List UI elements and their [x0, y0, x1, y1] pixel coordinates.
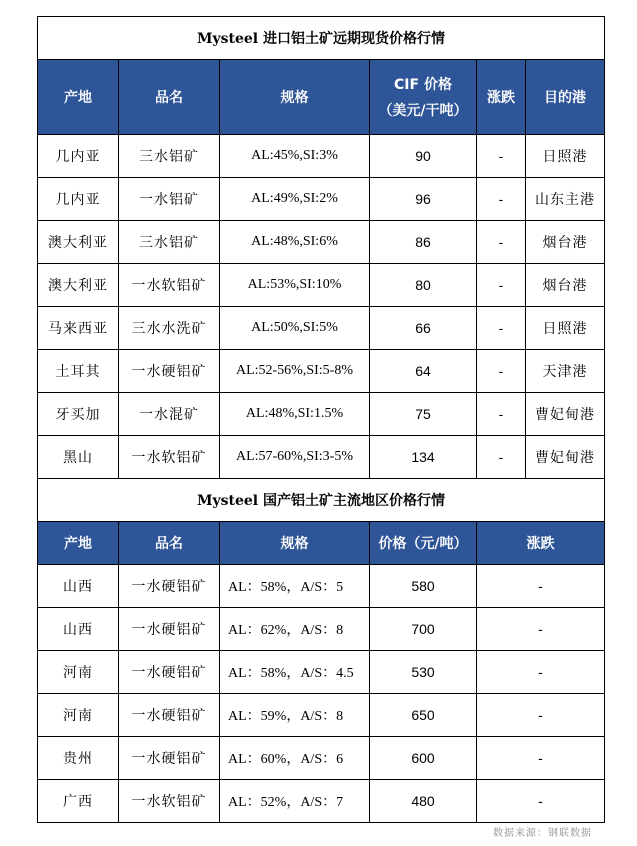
cell-port: 曹妃甸港 [526, 393, 605, 436]
cell-price: 480 [370, 780, 477, 823]
cell-change: - [477, 780, 605, 823]
header-price [370, 60, 477, 135]
header-origin: 产地 [38, 60, 119, 135]
cell-origin: 山西 [38, 608, 119, 651]
cell-origin: 贵州 [38, 737, 119, 780]
cell-spec: AL:45%,SI:3% [220, 135, 370, 178]
cell-price: 90 [370, 135, 477, 178]
cell-origin: 澳大利亚 [38, 264, 119, 307]
cell-change: - [477, 307, 526, 350]
data-source-note: 数据来源：钢联数据 [493, 828, 592, 839]
cell-price: 80 [370, 264, 477, 307]
cell-origin: 牙买加 [38, 393, 119, 436]
header-price-line1: CIF 价格 [394, 77, 452, 93]
table-row [38, 221, 605, 264]
cell-product: 三水铝矿 [119, 135, 220, 178]
table-title: Mysteel 国产铝土矿主流地区价格行情 [38, 479, 605, 522]
cell-port: 曹妃甸港 [526, 436, 605, 479]
cell-product: 一水软铝矿 [119, 264, 220, 307]
cell-spec: AL:49%,SI:2% [220, 178, 370, 221]
cell-spec: AL：59%，A/S：8 [220, 694, 370, 737]
cell-spec: AL:50%,SI:5% [220, 307, 370, 350]
header-spec: 规格 [220, 522, 370, 565]
cell-change: - [477, 178, 526, 221]
cell-spec: AL：58%，A/S：4.5 [220, 651, 370, 694]
cell-spec: AL:48%,SI:1.5% [220, 393, 370, 436]
cell-product: 一水软铝矿 [119, 780, 220, 823]
cell-origin: 黑山 [38, 436, 119, 479]
cell-price: 650 [370, 694, 477, 737]
cell-spec: AL：60%，A/S：6 [220, 737, 370, 780]
cell-product: 一水硬铝矿 [119, 651, 220, 694]
table-row [38, 178, 605, 221]
cell-price: 64 [370, 350, 477, 393]
cell-price: 580 [370, 565, 477, 608]
cell-product: 三水水洗矿 [119, 307, 220, 350]
cell-port: 天津港 [526, 350, 605, 393]
table-row [38, 436, 605, 479]
import-bauxite-table [37, 16, 605, 479]
cell-product: 一水硬铝矿 [119, 350, 220, 393]
cell-change: - [477, 737, 605, 780]
cell-price: 96 [370, 178, 477, 221]
header-spec: 规格 [220, 60, 370, 135]
cell-change: - [477, 651, 605, 694]
cell-spec: AL：52%，A/S：7 [220, 780, 370, 823]
table-row [38, 737, 605, 780]
table-row [38, 135, 605, 178]
cell-origin: 土耳其 [38, 350, 119, 393]
cell-product: 一水混矿 [119, 393, 220, 436]
cell-price: 700 [370, 608, 477, 651]
header-port: 目的港 [526, 60, 605, 135]
cell-spec: AL:53%,SI:10% [220, 264, 370, 307]
cell-change: - [477, 608, 605, 651]
table-row [38, 393, 605, 436]
cell-price: 600 [370, 737, 477, 780]
table-row [38, 565, 605, 608]
cell-origin: 澳大利亚 [38, 221, 119, 264]
cell-change: - [477, 221, 526, 264]
header-price: 价格（元/吨） [370, 522, 477, 565]
cell-port: 烟台港 [526, 264, 605, 307]
table-row [38, 350, 605, 393]
cell-origin: 几内亚 [38, 178, 119, 221]
cell-spec: AL：62%，A/S：8 [220, 608, 370, 651]
cell-price: 530 [370, 651, 477, 694]
header-product: 品名 [119, 60, 220, 135]
header-change: 涨跌 [477, 60, 526, 135]
table-row [38, 651, 605, 694]
cell-price: 86 [370, 221, 477, 264]
cell-price: 66 [370, 307, 477, 350]
cell-spec: AL:57-60%,SI:3-5% [220, 436, 370, 479]
cell-change: - [477, 264, 526, 307]
table-row [38, 780, 605, 823]
cell-product: 一水硬铝矿 [119, 565, 220, 608]
header-row [38, 60, 605, 135]
cell-port: 山东主港 [526, 178, 605, 221]
cell-port: 日照港 [526, 135, 605, 178]
table-row [38, 694, 605, 737]
cell-price: 134 [370, 436, 477, 479]
header-change: 涨跌 [477, 522, 605, 565]
cell-product: 一水软铝矿 [119, 436, 220, 479]
cell-origin: 河南 [38, 694, 119, 737]
table-row [38, 264, 605, 307]
table-row [38, 608, 605, 651]
cell-product: 一水硬铝矿 [119, 608, 220, 651]
cell-change: - [477, 565, 605, 608]
cell-change: - [477, 350, 526, 393]
domestic-bauxite-table [37, 478, 605, 823]
cell-product: 一水铝矿 [119, 178, 220, 221]
header-row [38, 522, 605, 565]
cell-origin: 几内亚 [38, 135, 119, 178]
price-report [37, 16, 604, 823]
cell-change: - [477, 135, 526, 178]
cell-origin: 河南 [38, 651, 119, 694]
table-title: Mysteel 进口铝土矿远期现货价格行情 [38, 17, 605, 60]
header-product: 品名 [119, 522, 220, 565]
header-price-line2: （美元/干吨） [378, 103, 468, 119]
cell-spec: AL:48%,SI:6% [220, 221, 370, 264]
cell-change: - [477, 694, 605, 737]
cell-origin: 马来西亚 [38, 307, 119, 350]
cell-spec: AL:52-56%,SI:5-8% [220, 350, 370, 393]
cell-origin: 山西 [38, 565, 119, 608]
cell-port: 日照港 [526, 307, 605, 350]
cell-port: 烟台港 [526, 221, 605, 264]
cell-product: 一水硬铝矿 [119, 737, 220, 780]
cell-product: 三水铝矿 [119, 221, 220, 264]
header-origin: 产地 [38, 522, 119, 565]
cell-change: - [477, 393, 526, 436]
cell-change: - [477, 436, 526, 479]
cell-origin: 广西 [38, 780, 119, 823]
cell-price: 75 [370, 393, 477, 436]
table-row [38, 307, 605, 350]
cell-spec: AL：58%，A/S：5 [220, 565, 370, 608]
cell-product: 一水硬铝矿 [119, 694, 220, 737]
